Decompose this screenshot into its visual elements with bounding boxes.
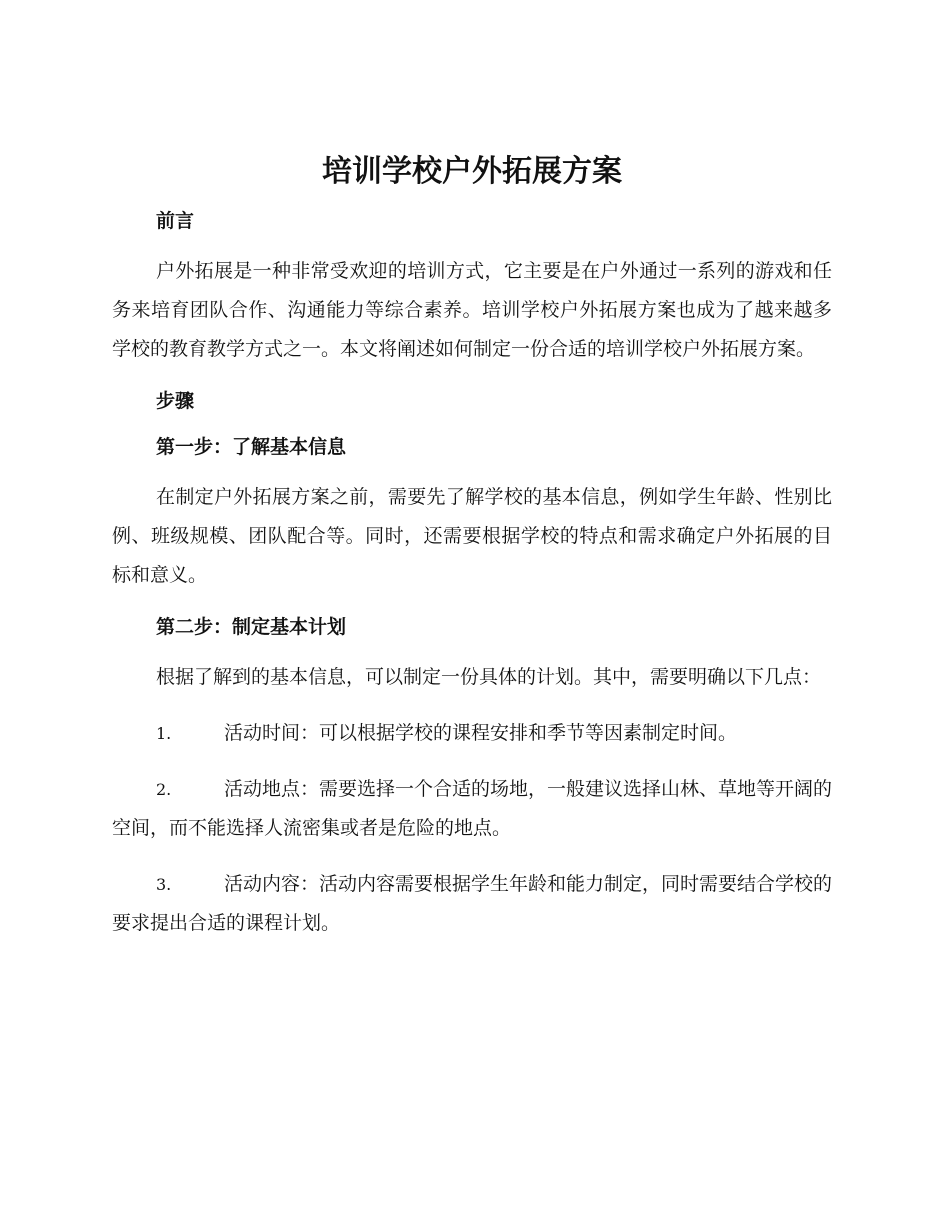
step1-heading: 第一步：了解基本信息	[156, 436, 347, 458]
list-item-text: 活动时间：可以根据学校的课程安排和季节等因素制定时间。	[224, 722, 738, 744]
document-page	[112, 148, 832, 960]
step2-heading: 第二步：制定基本计划	[156, 616, 347, 638]
preface-heading: 前言	[156, 210, 195, 232]
preface-paragraph: 户外拓展是一种非常受欢迎的培训方式，它主要是在户外通过一系列的游戏和任务来培育团队合作、沟通能力等综合素养。培训学校户外拓展方案也成为了越来越多学校的教育教学方式之一。本文将阐述如何制定一份合适的培训学校户外拓展方案。	[112, 260, 832, 360]
list-item-text: 活动地点：需要选择一个合适的场地，一般建议选择山林、草地等开阔的空间，而不能选择人流密集或者是危险的地点。	[112, 778, 833, 839]
list-item	[112, 714, 832, 753]
step2-paragraph: 根据了解到的基本信息，可以制定一份具体的计划。其中，需要明确以下几点：	[156, 666, 822, 688]
list-item-number: 2.	[156, 780, 172, 799]
steps-heading: 步骤	[156, 390, 195, 412]
list-item	[112, 865, 832, 943]
list-item-number: 3.	[156, 875, 172, 894]
list-item-number: 1.	[156, 724, 172, 743]
list-item	[112, 770, 832, 848]
document-title: 培训学校户外拓展方案	[322, 154, 622, 189]
list-item-text: 活动内容：活动内容需要根据学生年龄和能力制定，同时需要结合学校的要求提出合适的课程计划。	[112, 873, 833, 934]
step1-paragraph: 在制定户外拓展方案之前，需要先了解学校的基本信息，例如学生年龄、性别比例、班级规模、团队配合等。同时，还需要根据学校的特点和需求确定户外拓展的目标和意义。	[112, 486, 832, 586]
